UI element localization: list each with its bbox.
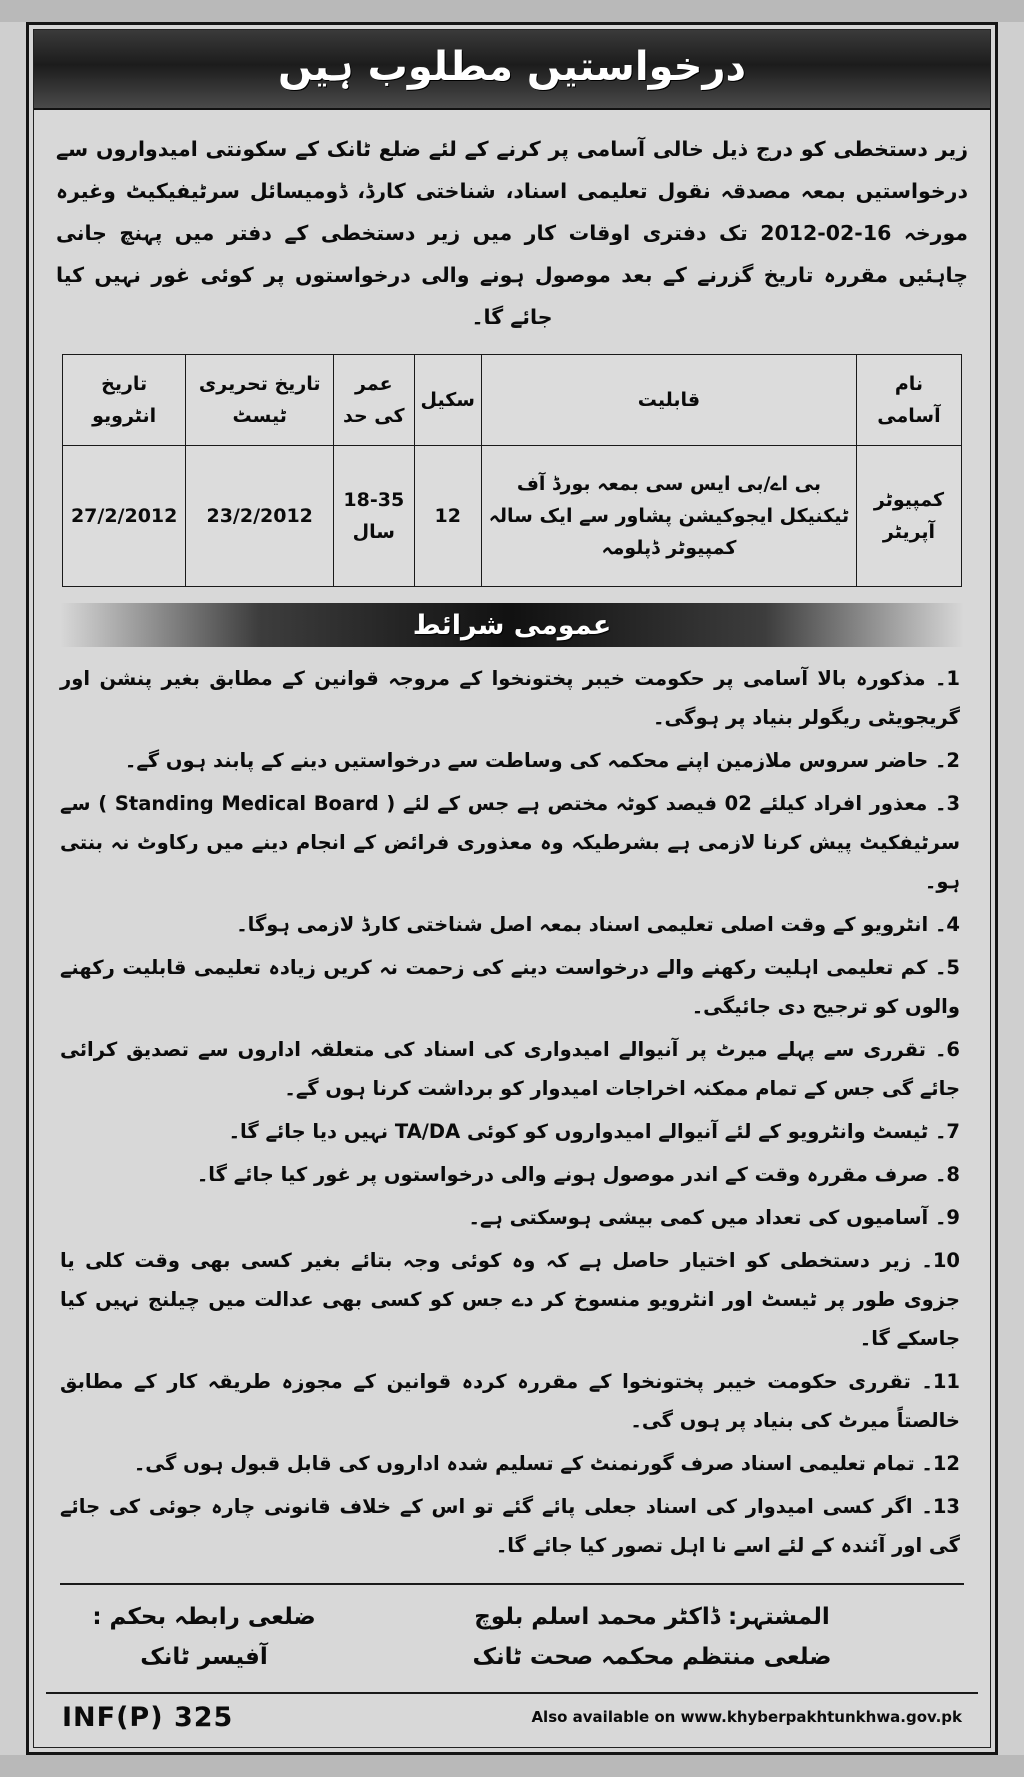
cell-post: کمپیوٹر آپریٹر [856, 446, 961, 587]
list-item: 2۔ حاضر سروس ملازمین اپنے محکمہ کی وساطت سے درخواستیں دینے کے پابند ہوں گے۔ [124, 749, 960, 773]
outer-border [26, 22, 998, 1755]
list-item: 1۔ مذکورہ بالا آسامی پر حکومت خیبر پختونخوا کے مروجہ قوانین کے مطابق بغیر پنشن اور گریجویٹی ریگولر بنیاد پر ہوگی۔ [60, 667, 960, 730]
col-scale: سکیل [414, 355, 481, 446]
footer [46, 1692, 978, 1737]
advertisement-page [0, 22, 1024, 1755]
conditions-heading-bar [60, 603, 964, 647]
list-item: 13۔ اگر کسی امیدوار کی اسناد جعلی پائے گئے تو اس کے خلاف قانونی چارہ جوئی کی جائے گی اور آئندہ کے لئے اسے نا اہل تصور کیا جائے گا۔ [60, 1495, 960, 1558]
list-item: 4۔ انٹرویو کے وقت اصلی تعلیمی اسناد بمعہ اصل شناختی کارڈ لازمی ہوگا۔ [236, 913, 960, 937]
vacancy-table [62, 354, 962, 587]
col-age-limit: عمر کی حد [334, 355, 414, 446]
also-available-note: Also available on www.khyberpakhtunkhwa.gov.pk [531, 1708, 962, 1727]
cell-scale: 12 [414, 446, 481, 587]
advertiser-block [344, 1597, 960, 1678]
intro-paragraph: زیر دستخطی کو درج ذیل خالی آسامی پر کرنے کے لئے ضلع ٹانک کے سکونتی امیدواروں سے درخواستیں بمعہ مصدقہ نقول تعلیمی اسناد، شناختی کارڈ، ڈومیسائل سرٹیفیکیٹ وغیرہ مورخہ 16-02-2012 تک دفتری اوقات کار میں زیر دستخطی کے دفتر میں پہنچ جانی چاہئیں مقررہ تاریخ گزرنے کے بعد موصول ہونے والی درخواستوں پر کوئی غور نہیں کیا جائے گا۔ [56, 137, 968, 330]
conditions-list [34, 653, 990, 1573]
table-header-row [63, 355, 962, 446]
list-item: 11۔ تقرری حکومت خیبر پختونخوا کے مقررہ کردہ قوانین کے مجوزہ طریقہ کار کے مطابق خالصتاً میرٹ کی بنیاد پر ہوں گی۔ [60, 1370, 960, 1433]
order-line [64, 1597, 344, 1637]
cell-age-limit: 18-35 سال [334, 446, 414, 587]
advertiser-line [344, 1597, 960, 1637]
cell-qualification: بی اے/بی ایس سی بمعہ بورڈ آف ٹیکنیکل ایجوکیشن پشاور سے ایک سالہ کمپیوٹر ڈپلومہ [481, 446, 856, 587]
inf-code: INF(P) 325 [62, 1701, 234, 1733]
col-post: نام آسامی [856, 355, 961, 446]
page-title: درخواستیں مطلوب ہیں [277, 44, 747, 90]
signature-block [34, 1585, 990, 1684]
conditions-heading: عمومی شرائط [412, 609, 612, 641]
advertiser-name: ڈاکٹر محمد اسلم بلوچ [474, 1604, 720, 1631]
list-item: 12۔ تمام تعلیمی اسناد صرف گورنمنٹ کے تسلیم شدہ اداروں کی قابل قبول ہوں گی۔ [133, 1452, 960, 1476]
list-item: 6۔ تقرری سے پہلے میرٹ پر آنیوالے امیدواری کی اسناد کی متعلقہ اداروں سے تصدیق کرائی جائے گی جس کے تمام ممکنہ اخراجات امیدوار کو برداشت کرنا ہوں گے۔ [60, 1038, 960, 1101]
order-block [64, 1597, 344, 1678]
cell-interview-date: 27/2/2012 [63, 446, 186, 587]
advertiser-title: ضلعی منتظم محکمہ صحت ٹانک [472, 1644, 832, 1671]
order-label: بحکم : [92, 1604, 167, 1631]
col-written-test-date: تاریخ تحریری ٹیسٹ [186, 355, 334, 446]
list-item: 8۔ صرف مقررہ وقت کے اندر موصول ہونے والی درخواستوں پر غور کیا جائے گا۔ [196, 1163, 960, 1187]
cell-written-test-date: 23/2/2012 [186, 446, 334, 587]
list-item: 9۔ آسامیوں کی تعداد میں کمی بیشی ہوسکتی ہے۔ [468, 1206, 960, 1230]
order-name: ضلعی رابطہ [174, 1604, 316, 1631]
list-item: 7۔ ٹیسٹ وانٹرویو کے لئے آنیوالے امیدواروں کو کوئی TA/DA نہیں دیا جائے گا۔ [228, 1120, 960, 1144]
table-row [63, 446, 962, 587]
banner [34, 30, 990, 110]
inner-border [33, 29, 991, 1748]
list-item: 5۔ کم تعلیمی اہلیت رکھنے والے درخواست دینے کی زحمت نہ کریں زیادہ تعلیمی قابلیت رکھنے والوں کو ترجیح دی جائیگی۔ [60, 956, 960, 1019]
col-qualification: قابلیت [481, 355, 856, 446]
list-item: 10۔ زیر دستخطی کو اختیار حاصل ہے کہ وہ کوئی وجہ بتائے بغیر کسی بھی وقت کلی یا جزوی طور پر ٹیسٹ اور انٹرویو منسوخ کر دے جس کو کسی بھی عدالت میں چیلنج نہیں کیا جاسکے گا۔ [60, 1249, 960, 1351]
order-title: آفیسر ٹانک [140, 1644, 268, 1671]
list-item: 3۔ معذور افراد کیلئے 02 فیصد کوٹہ مختص ہے جس کے لئے ( Standing Medical Board ) سے سرٹیفکیٹ پیش کرنا لازمی ہے بشرطیکہ وہ معذوری فرائض کے انجام دینے میں رکاوٹ نہ بنتی ہو۔ [60, 792, 961, 894]
col-interview-date: تاریخ انٹرویو [63, 355, 186, 446]
advertiser-label: المشتہر: [728, 1604, 830, 1631]
